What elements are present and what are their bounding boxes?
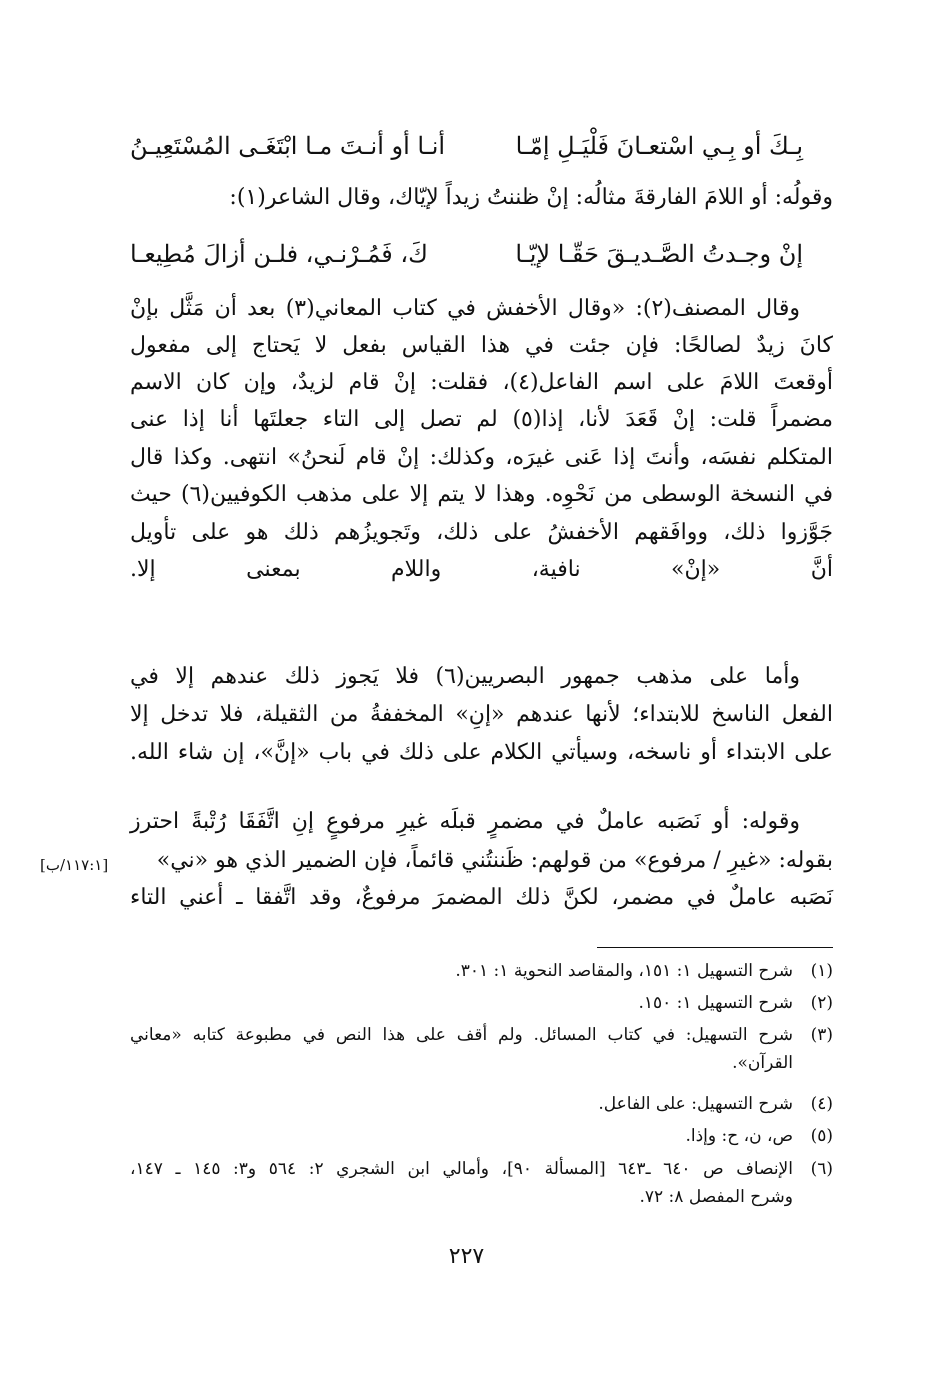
manuscript-folio-reference: [١١٧:١/ب] bbox=[40, 856, 109, 874]
paragraph-2-line: الفعل الناسخ للابتداء؛ لأنها عندهم «إنِ» المخففةُ من الثقيلة، فلا تدخل إلا bbox=[130, 702, 833, 727]
paragraph-1-line: أوقعتَ اللامَ على اسم الفاعل(٤)، فقلت: إنْ قام لزيدٌ، وإن كان الاسم bbox=[130, 370, 833, 395]
footnote-text: شرح التسهيل ١: ١٥٠. bbox=[638, 993, 793, 1013]
paragraph-1-line: جَوَّزوا ذلك، ووافَقهم الأخفشُ على ذلك، وتَجويزُهم ذلك هو على تأويل bbox=[130, 520, 833, 545]
paragraph-1-line: مضمراً قلت: إنْ قَعَدَ لأنا، إذا(٥) لم تصل إلى التاء جعلتَها أنا إذا عنى bbox=[130, 407, 833, 432]
footnote-text: القرآن». bbox=[732, 1053, 793, 1073]
footnote-number: (٥) bbox=[810, 1126, 833, 1146]
footnote bbox=[130, 958, 833, 984]
paragraph-3-line: بقوله: «غيرِ / مرفوع» من قولهم: ظَننتُني قائماً، فإن الضمير الذي هو «ني» bbox=[156, 848, 833, 873]
footnote bbox=[130, 1022, 833, 1048]
footnote-text: وشرح المفصل ٨: ٧٢. bbox=[639, 1187, 793, 1207]
footnote-number: (٢) bbox=[810, 993, 833, 1013]
footnote bbox=[130, 1091, 833, 1117]
paragraph-1-line: كانَ زيدٌ لصالحًا: فإن جئت في هذا القياس بفعل لا يَحتاج إلى مفعول bbox=[130, 333, 833, 358]
footnote-number: (٣) bbox=[810, 1025, 833, 1045]
footnote-text: ص، ن، ح: وإذا. bbox=[685, 1126, 793, 1146]
verse-2-second-hemistich: كَ، فَمُـرْنـي، فلـن أزالَ مُطِيعـا bbox=[130, 240, 428, 268]
verse-1-first-hemistich: بِـكَ أو بِـي اسْتعـانَ فَلْيَـلِ إمّـا bbox=[515, 132, 803, 160]
footnote-text: شرح التسهيل: في كتاب المسائل. ولم أقف على هذا النص في مطبوعة كتابه «معاني bbox=[130, 1025, 793, 1045]
footnote bbox=[130, 990, 833, 1016]
paragraph-1-line: المتكلم نفسَه، وأنتَ إذا عَنى غيرَه، وكذلك: إنْ قام لَنحنُ» انتهى. وكذا قال bbox=[130, 445, 833, 470]
footnote-number: (١) bbox=[810, 961, 833, 981]
paragraph-1-line: وقال المصنف(٢): «وقال الأخفش في كتاب المعاني(٣) بعد أن مَثَّل بإنْ bbox=[130, 296, 800, 321]
paragraph-1-line: في النسخة الوسطى من نَحْوِه. وهذا لا يتم إلا على مذهب الكوفيين(٦) حيث bbox=[130, 482, 833, 507]
footnote-text: الإنصاف ص ٦٤٠ ـ٦٤٣ [المسألة ٩٠]، وأمالي ابن الشجري ٢: ٥٦٤ و٣: ١٤٥ ـ ١٤٧، bbox=[130, 1159, 793, 1179]
paragraph-2-line: وأما على مذهب جمهور البصريين(٦) فلا يَجوز ذلك عندهم إلا في bbox=[130, 664, 800, 689]
page-number: ٢٢٧ bbox=[448, 1244, 485, 1269]
footnote-number: (٤) bbox=[810, 1094, 833, 1114]
verse-1-second-hemistich: أنـا أو أنـتَ مـا ابْتَغَـى المُسْتَعِيـنُ bbox=[130, 132, 446, 160]
paragraph-1-line: أنَّ «إنْ» نافية، واللام بمعنى إلا. bbox=[130, 557, 833, 582]
paragraph-3-line: نَصَبه عاملٌ في مضمر، لكنَّ ذلك المضمرَ مرفوعٌ، وقد اتَّفقا ـ أعني التاء bbox=[130, 885, 833, 910]
footnote-number: (٦) bbox=[810, 1159, 833, 1179]
footnote-separator bbox=[597, 947, 833, 948]
footnote-text: شرح التسهيل ١: ١٥١، والمقاصد النحوية ١: ٣٠١. bbox=[455, 961, 793, 981]
footnote-continuation bbox=[130, 1184, 833, 1210]
paragraph-2-line: على الابتداء أو ناسخه، وسيأتي الكلام على ذلك في باب «إنَّ»، إن شاء الله. bbox=[130, 740, 833, 765]
footnote bbox=[130, 1123, 833, 1149]
footnote-text: شرح التسهيل: على الفاعل. bbox=[598, 1094, 793, 1114]
paragraph-3-line: وقوله: أو نَصَبه عاملٌ في مضمرٍ قبلَه غيرِ مرفوعٍ إنِ اتَّفَقَا رُتْبةً احترز bbox=[130, 809, 800, 834]
verse-line-1 bbox=[130, 132, 803, 160]
shahid-intro-line: وقولُه: أو اللامَ الفارقةَ مثالُه: إنْ ظننتُ زيداً لإيّاك، وقال الشاعر(١): bbox=[229, 185, 833, 210]
verse-line-2 bbox=[130, 240, 803, 268]
footnote bbox=[130, 1156, 833, 1182]
footnote-continuation bbox=[130, 1050, 833, 1076]
verse-2-first-hemistich: إنْ وجـدتُ الصَّـديـقَ حَقّـا لإيّـا bbox=[515, 240, 803, 268]
